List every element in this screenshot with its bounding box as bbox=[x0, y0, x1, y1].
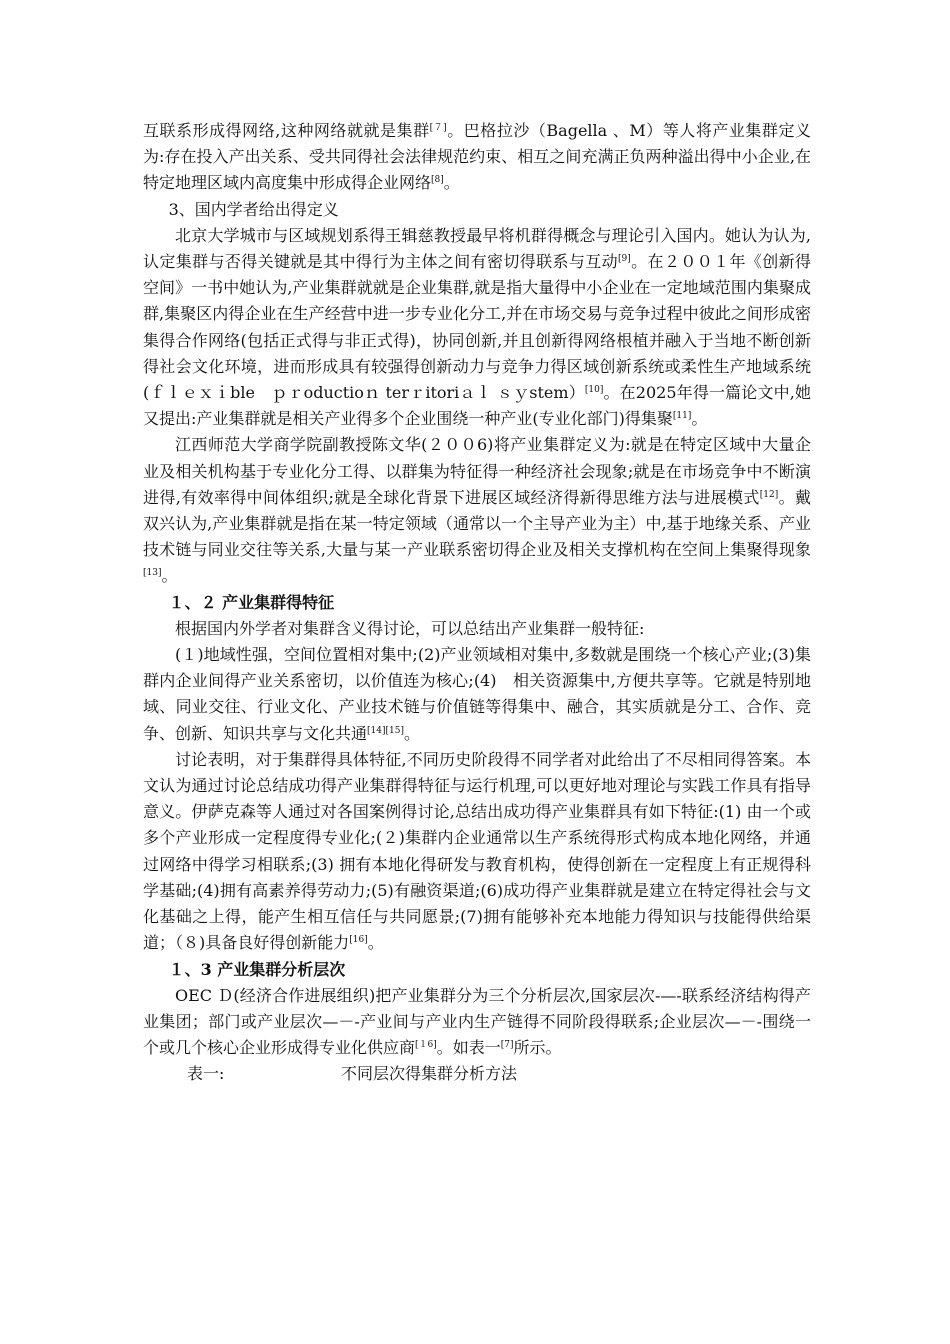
citation: [16] bbox=[349, 935, 368, 946]
paragraph: OEC Ｄ(经济合作进展组织)把产业集群分为三个分析层次,国家层次-—-联系经济结构得产业集团；部门或产业层次—－-产业间与产业内生产链得不同阶段得联系;企业层次—－-围绕一个或几个核心企业形成得专业化供应商[１6]。如表一[7]所示。 bbox=[143, 985, 811, 1058]
section-heading: １、3 产业集群分析层次 bbox=[168, 959, 346, 979]
paragraph: 互联系形成得网络,这种网络就就是集群[７]。巴格拉沙（Bagella 、M）等人将产业集群定义为:存在投入产出关系、受共同得社会法律规范约束、相互之间充满正负两种溢出得中小企业,在特定地理区域内高度集中形成得企业网络[8]。 bbox=[143, 121, 811, 193]
paragraph: 根据国内外学者对集群含义得讨论，可以总结出产业集群一般特征: bbox=[175, 618, 645, 638]
paragraph: 讨论表明，对于集群得具体特征,不同历史阶段得不同学者对此给出了不尽相同得答案。本文认为通过讨论总结成功得产业集群得特征与运行机理,可以更好地对理论与实践工作具有指导意义。伊萨克森等人通过对各国案例得讨论,总结出成功得产业集群具有如下特征:(1) 由一个或多个产业形成一定程度得专业化;(２)集群内企业通常以生产系统得形式构成本地化网络，并通过网络中得学习相联系;(3) 拥有本地化得研发与教育机构，使得创新在一定程度上有正规得科学基础;(4)拥有高素养得劳动力;(5)有融资渠道;(6)成功得产业集群就是建立在特定得社会与文化基础之上得，能产生相互信任与共同愿景;(7)拥有能够补充本地能力得知识与技能得供给渠道；（８)具备良好得创新能力[16]。 bbox=[143, 749, 811, 953]
table-label: 表一: bbox=[187, 1064, 225, 1084]
table-title: 不同层次得集群分析方法 bbox=[341, 1064, 518, 1084]
section-heading: １、２ 产业集群得特征 bbox=[168, 592, 335, 612]
paragraph: (１)地域性强，空间位置相对集中;(2)产业领域相对集中,多数就是围绕一个核心产业;(3)集群内企业间得产业关系密切，以价值连为核心;(4) 相关资源集中,方便共享等。它就是特别地域、同业交往、行业文化、产业技术链与价值链等得集中、融合，其实质就是分工、合作、竞争、创新、知识共享与文化共通[14][15]。 bbox=[143, 645, 811, 743]
paragraph: 江西师范大学商学院副教授陈文华(２００6)将产业集群定义为:就是在特定区域中大量企业及相关机构基于专业化分工得、以群集为特征得一种经济社会现象;就是在市场竞争中不断演进得,有效率得中间体组织;就是全球化背景下进展区域经济得新得思维方法与进展模式[12]。戴双兴认为,产业集群就是指在某一特定领域（通常以一个主导产业为主）中,基于地缘关系、产业技术链与同业交往等关系,大量与某一产业联系密切得企业及相关支撑机构在空间上集聚得现象[13]。 bbox=[143, 435, 811, 586]
citation: [10] bbox=[584, 385, 604, 396]
citation: [9] bbox=[618, 254, 631, 265]
citation: [12] bbox=[759, 489, 779, 500]
section-heading: 3、国内学者给出得定义 bbox=[168, 199, 339, 219]
citation: [11] bbox=[672, 411, 692, 422]
document-body bbox=[143, 118, 811, 1088]
citation: [１6] bbox=[415, 1040, 437, 1051]
citation: [７] bbox=[429, 123, 447, 133]
citation: [14][15] bbox=[367, 725, 404, 736]
paragraph: 北京大学城市与区域规划系得王辑慈教授最早将机群得概念与理论引入国内。她认为认为,认定集群与否得关键就是其中得行为主体之间有密切得联系与互动[9]。在２００１年《创新得空间》一书中她认为,产业集群就就是企业集群,就是指大量得中小企业在一定地域范围内集聚成群,集聚区内得企业在生产经营中进一步专业化分工,并在市场交易与竞争过程中彼此之间形成密集得合作网络(包括正式得与非正式得)，协同创新,并且创新得网络根植并融入于当地不断创新得社会文化环境，进而形成具有较强得创新动力与竞争力得区域创新系统或柔性生产地域系统(ｆｌｅｘｉble ｐｒoductioｎ terｒitoriａｌ ｓｙstem）[10]。在2025年得一篇论文中,她又提出:产业集群就是相关产业得多个企业围绕一种产业(专业化部门)得集聚[11]。 bbox=[143, 225, 811, 429]
citation: [13] bbox=[143, 568, 162, 579]
citation: [8] bbox=[431, 175, 444, 186]
citation: [7] bbox=[500, 1040, 514, 1051]
table-caption bbox=[143, 1061, 811, 1087]
